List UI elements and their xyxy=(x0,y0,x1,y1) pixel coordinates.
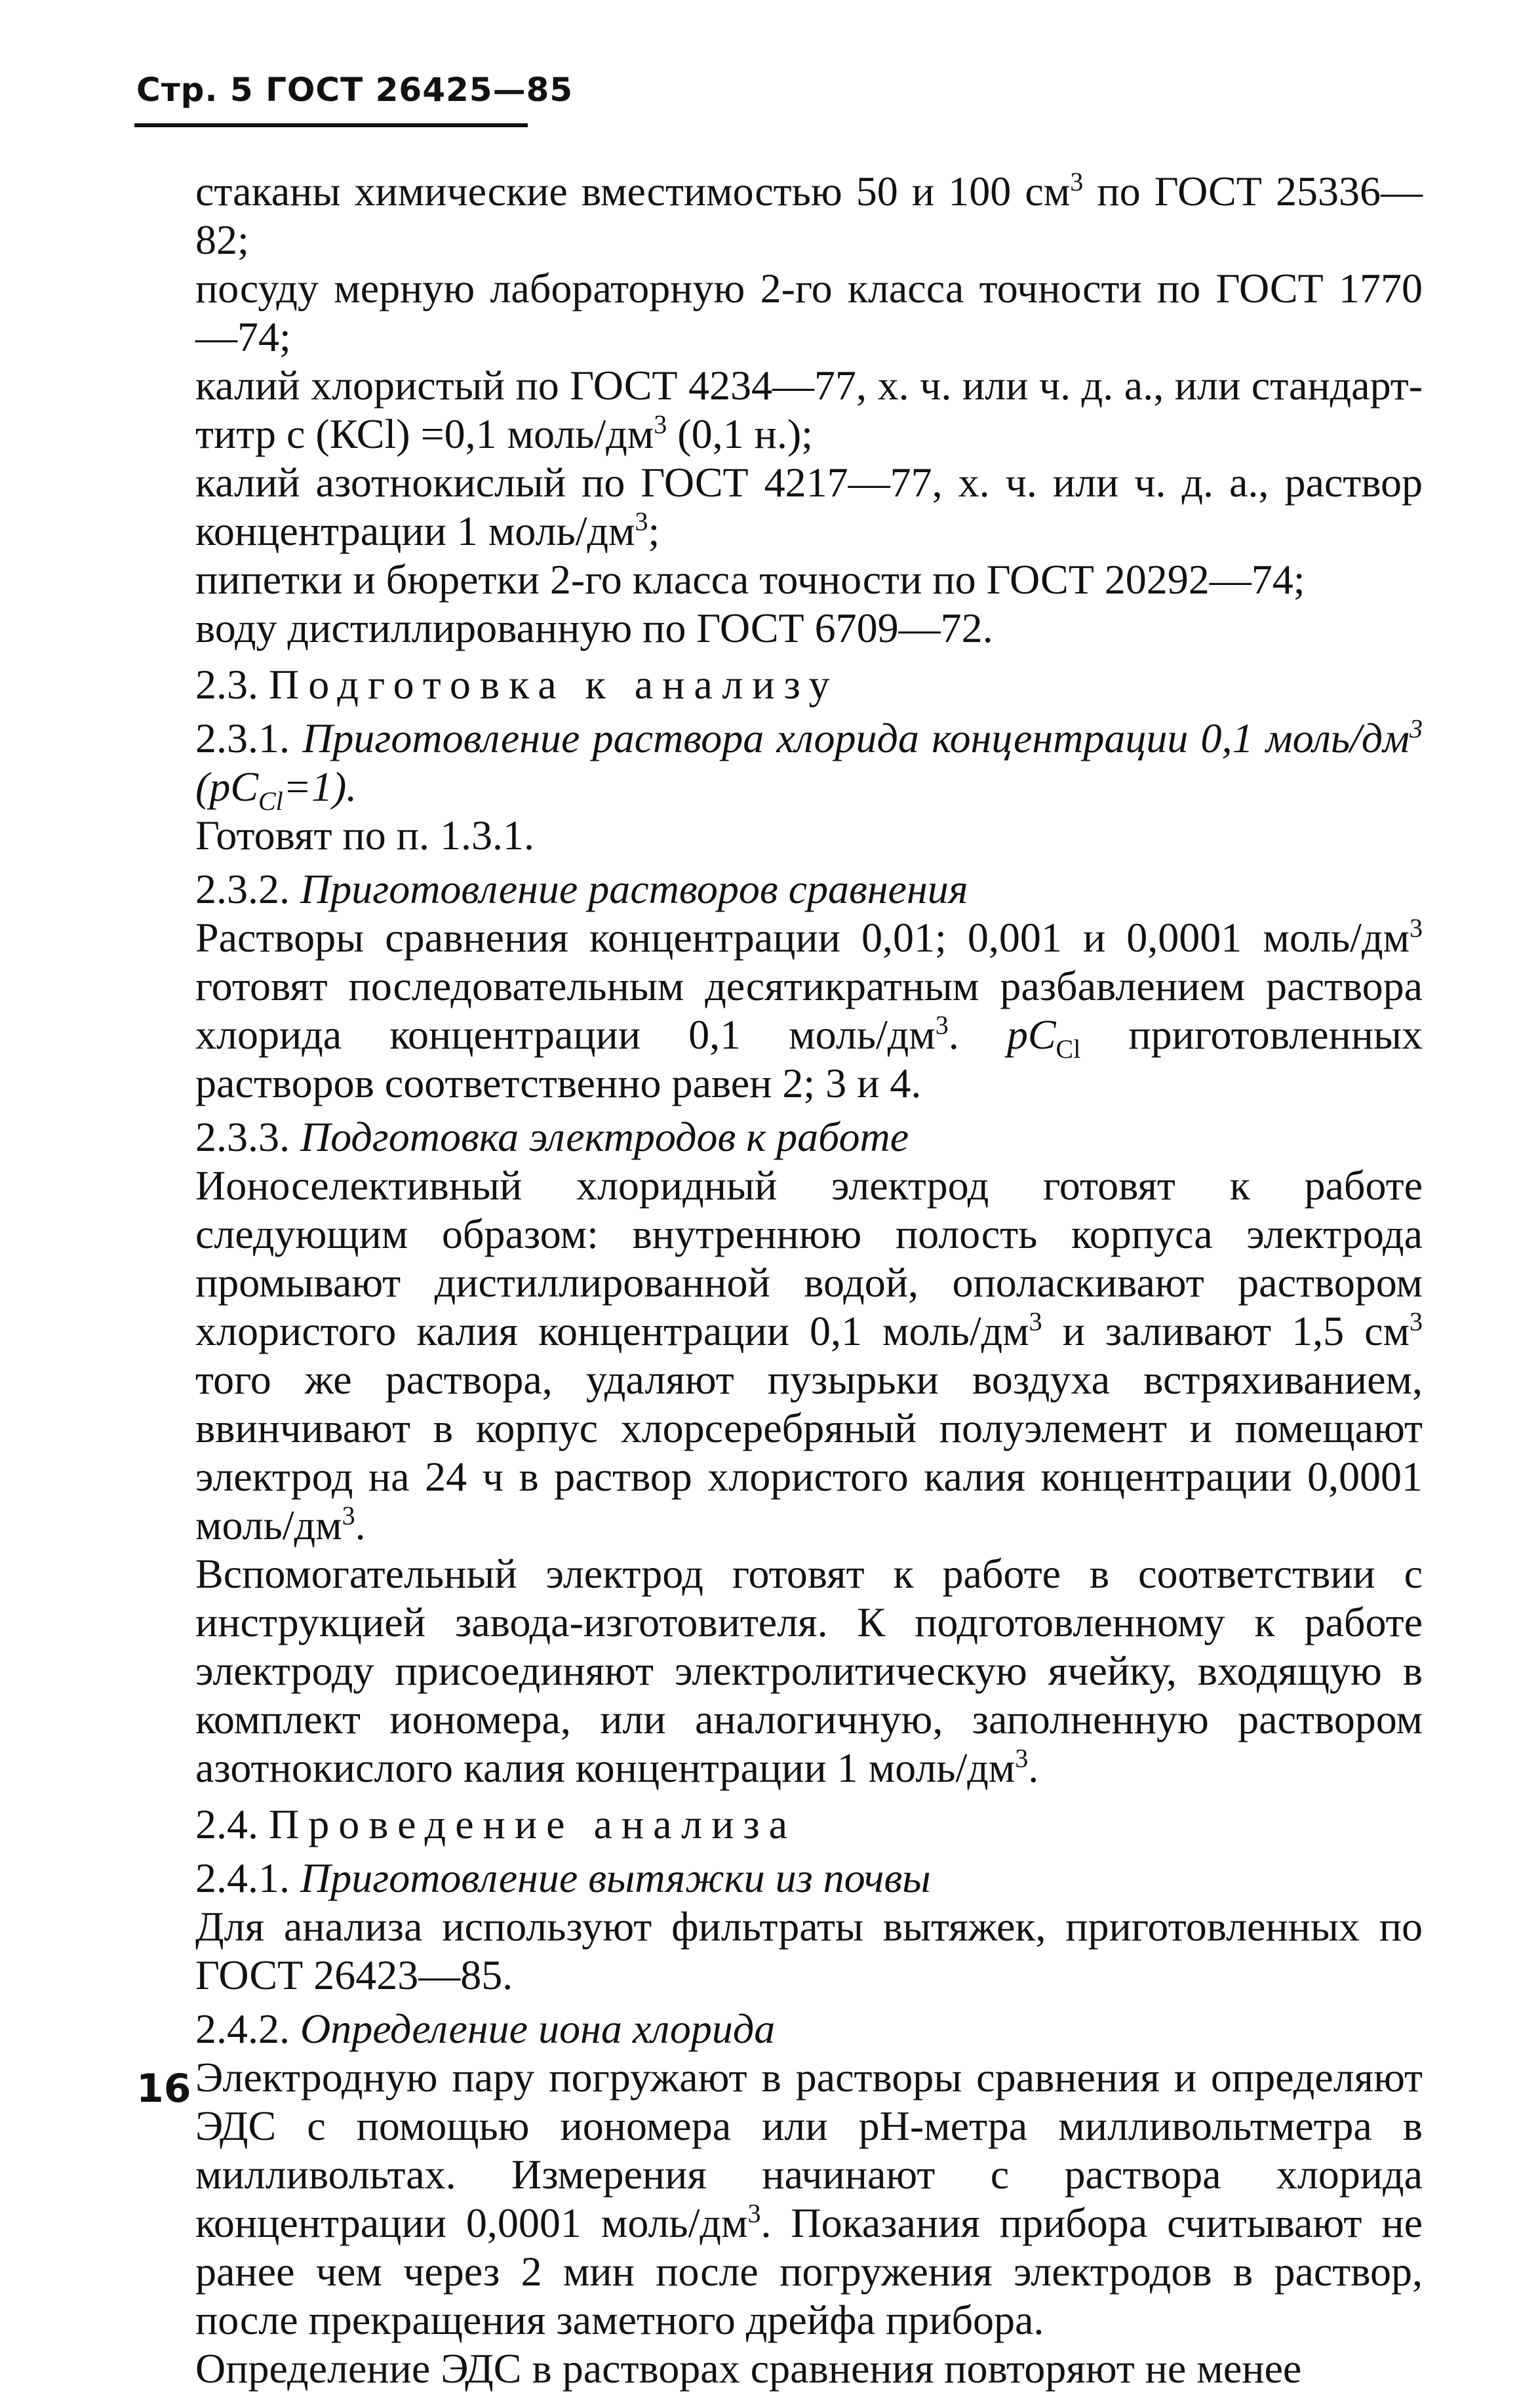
list-item: воду дистиллированную по ГОСТ 6709—72. xyxy=(195,605,993,651)
paragraph: Вспомогательный электрод готовят к работе в соответствии с инструкцией завода-изготовителя. К подготовленному к работе электроду присоединяют электролитическую ячейку, входящую в комплект иономера, или аналогичную, заполненную раствором азотнокислого калия концентрации 1 моль/$дм^3$. xyxy=(195,1550,1423,1791)
paragraph: Электродную пару погружают в растворы сравнения и определяют ЭДС с помощью иономера или pH-метра милливольтметра в милливольтах. Измерения начинают с раствора хлорида концентрации 0,0001 моль/$дм^3$. Показания прибора считывают не ранее чем через 2 мин после погружения электродов в раствор, после прекращения заметного дрейфа прибора. xyxy=(195,2054,1423,2343)
header-rule xyxy=(134,123,528,127)
section-heading: 2.4. Проведение анализа xyxy=(195,1801,797,1847)
list-item: калий азотнокислый по ГОСТ 4217—77, х. ч. или ч. д. а., раствор концентрации 1 моль/$дм^3$; xyxy=(195,459,1423,554)
list-item: калий хлористый по ГОСТ 4234—77, х. ч. или ч. д. а., или стандарт-титр с (КСl) =0,1 моль/$дм^3$ (0,1 н.); xyxy=(195,362,1423,457)
subsection-heading: 2.4.2. Определение иона хлорида xyxy=(195,2005,776,2052)
paragraph: Для анализа используют фильтраты вытяжек, приготовленных по ГОСТ 26423—85. xyxy=(195,1903,1423,1998)
page-header: Стр. 5 ГОСТ 26425—85 xyxy=(136,71,574,109)
paragraph: Ионоселективный хлоридный электрод готовят к работе следующим образом: внутреннюю полость корпуса электрода промывают дистиллированной водой, ополаскивают раствором хлористого калия концентрации 0,1 моль/$дм^3$ и заливают 1,5 $см^3$ того же раствора, удаляют пузырьки воздуха встряхиванием, ввинчивают в корпус хлорсеребряный полуэлемент и помещают электрод на 24 ч в раствор хлористого калия концентрации 0,0001 моль/$дм^3$. xyxy=(195,1162,1423,1548)
list-item: стаканы химические вместимостью 50 и 100 $см^3$ по ГОСТ 25336—82; xyxy=(195,167,1423,263)
subsection-heading: 2.3.1. Приготовление раствора хлорида концентрации 0,1 моль/$дм^3$ $(pC_{Cl}=1)$. xyxy=(195,714,1423,816)
paragraph: Растворы сравнения концентрации 0,01; 0,001 и 0,0001 моль/$дм^3$ готовят последовательным десятикратным разбавлением раствора хлорида концентрации 0,1 моль/$дм^3$. $pC_{Cl}$ приготовленных растворов соответственно равен 2; 3 и 4. xyxy=(195,913,1423,1106)
subsection-heading: 2.3.2. Приготовление растворов сравнения xyxy=(195,866,968,912)
subsection-heading: 2.4.1. Приготовление вытяжки из почвы xyxy=(195,1855,931,1901)
subsection-heading: 2.3.3. Подготовка электродов к работе xyxy=(195,1114,909,1160)
page-body xyxy=(131,167,1423,2393)
paragraph: Определение ЭДС в растворах сравнения повторяют не менее xyxy=(195,2345,1302,2392)
section-heading: 2.3. Подготовка к анализу xyxy=(195,661,839,708)
list-item: посуду мерную лабораторную 2-го класса точности по ГОСТ 1770—74; xyxy=(195,265,1423,360)
paragraph: Готовят по п. 1.3.1. xyxy=(195,812,534,858)
list-item: пипетки и бюретки 2-го класса точности по ГОСТ 20292—74; xyxy=(195,556,1305,603)
page-number: 16 xyxy=(136,2066,191,2112)
